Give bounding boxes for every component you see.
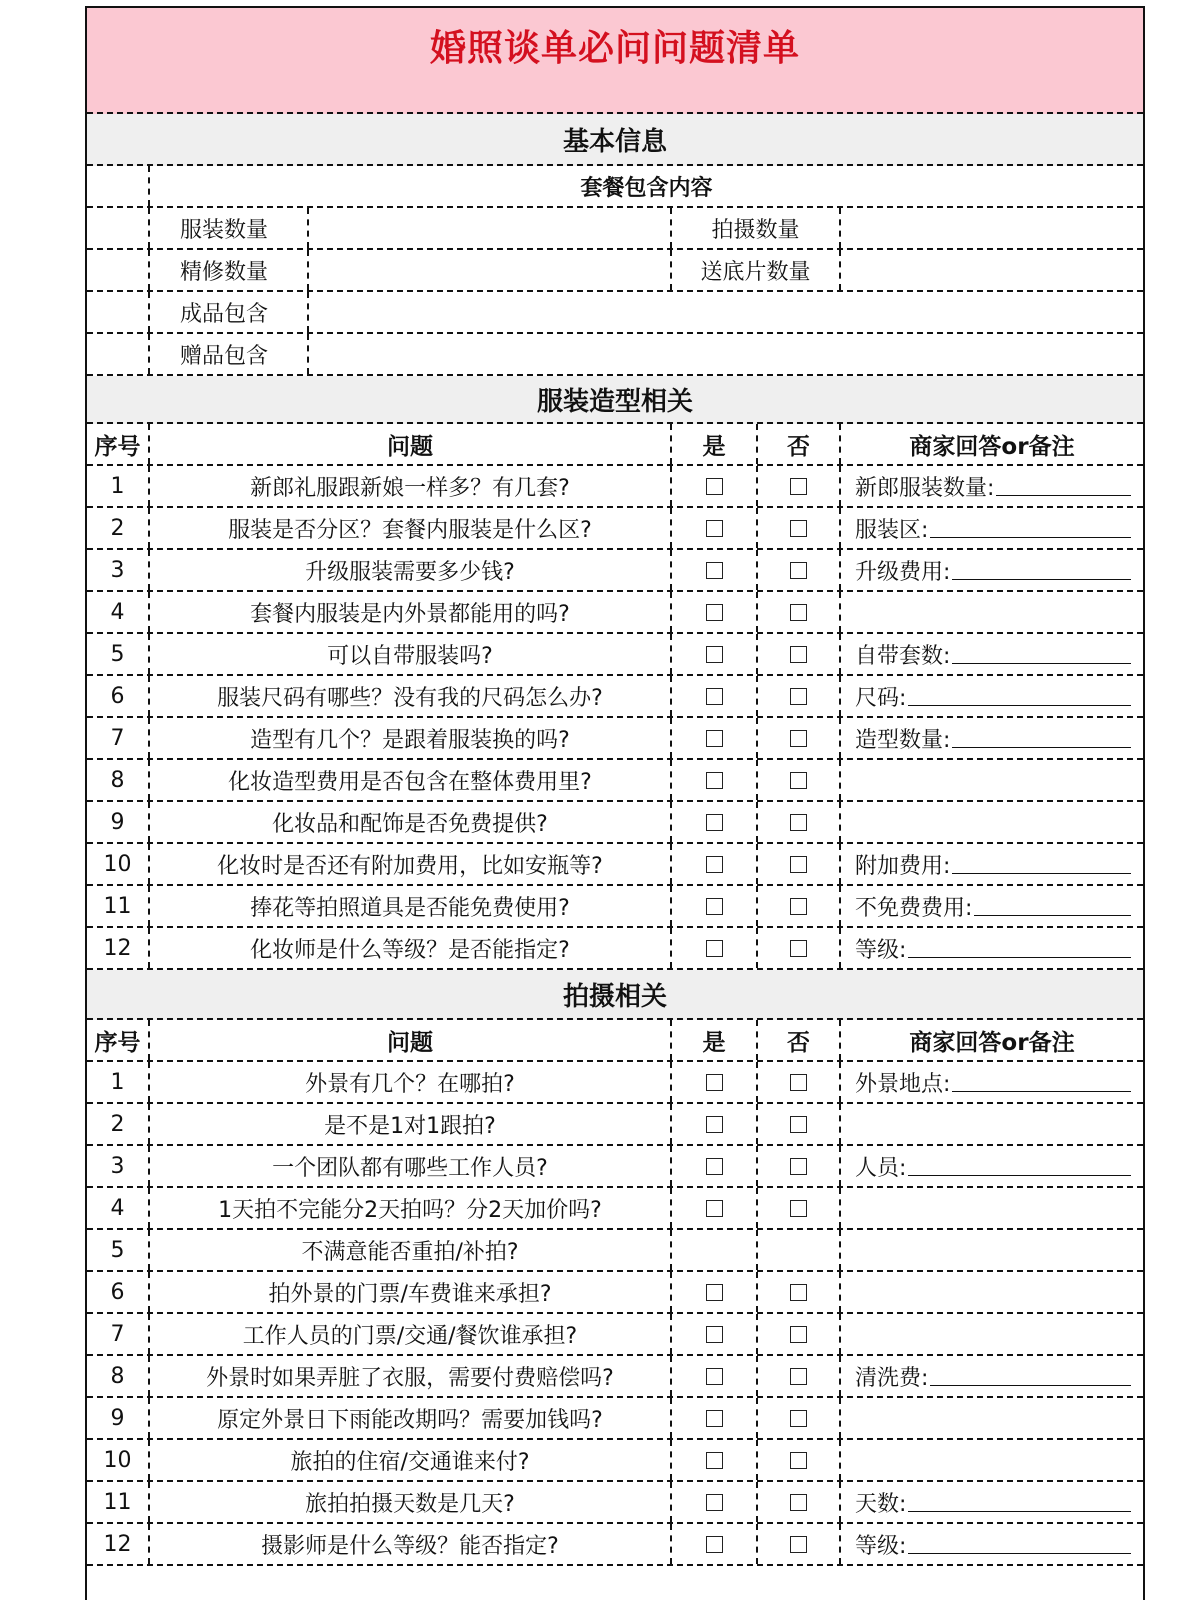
yes-cell [672,1314,758,1354]
no-cell [758,1188,841,1228]
no-checkbox[interactable] [790,1074,807,1091]
row-number: 4 [87,1188,150,1228]
yes-checkbox[interactable] [706,1536,723,1553]
row-number: 8 [87,1356,150,1396]
no-checkbox[interactable] [790,814,807,831]
note-cell [841,844,1143,884]
note-cell [841,802,1143,842]
no-cell [758,760,841,800]
note-cell [841,1104,1143,1144]
no-checkbox[interactable] [790,898,807,915]
label-negatives-count: 送底片数量 [672,250,841,290]
yes-cell [672,550,758,590]
checklist-sheet [85,6,1145,1600]
note-cell [841,1146,1143,1186]
basic-row-gifts [87,334,1143,376]
table-row [87,1356,1143,1398]
question-text: 化妆品和配饰是否免费提供? [150,802,672,842]
yes-checkbox[interactable] [706,1074,723,1091]
yes-checkbox[interactable] [706,856,723,873]
row-number: 11 [87,886,150,926]
table-row [87,1230,1143,1272]
question-text: 旅拍的住宿/交通谁来付? [150,1440,672,1480]
note-label: 服装区: [855,517,929,543]
note-blank-line[interactable] [908,939,1131,958]
yes-cell [672,1398,758,1438]
shooting-header-row [87,1020,1143,1062]
yes-checkbox[interactable] [706,646,723,663]
row-number: 10 [87,1440,150,1480]
yes-checkbox[interactable] [706,1326,723,1343]
note-label: 人员: [855,1155,907,1181]
note-label: 附加费用: [855,853,951,879]
note-blank-line[interactable] [952,561,1131,580]
yes-cell [672,634,758,674]
yes-cell [672,1356,758,1396]
table-row [87,466,1143,508]
note-cell [841,718,1143,758]
note-cell [841,1230,1143,1270]
no-checkbox[interactable] [790,646,807,663]
note-label: 外景地点: [855,1071,951,1097]
yes-cell [672,802,758,842]
products-field[interactable] [309,292,1143,332]
yes-cell [672,886,758,926]
question-text: 化妆时是否还有附加费用，比如安瓶等? [150,844,672,884]
no-cell [758,1104,841,1144]
no-checkbox[interactable] [790,1368,807,1385]
note-blank-line[interactable] [952,645,1131,664]
no-cell [758,1440,841,1480]
note-label: 升级费用: [855,559,951,585]
no-cell [758,1524,841,1564]
table-row [87,760,1143,802]
note-blank-line[interactable] [908,687,1131,706]
table-row [87,1104,1143,1146]
note-blank-line[interactable] [952,729,1131,748]
question-text: 升级服装需要多少钱? [150,550,672,590]
note-blank-line[interactable] [952,1073,1131,1092]
question-text: 服装是否分区？套餐内服装是什么区? [150,508,672,548]
yes-checkbox[interactable] [706,1158,723,1175]
note-blank-line[interactable] [996,477,1131,496]
row-number: 10 [87,844,150,884]
no-cell [758,1314,841,1354]
yes-checkbox[interactable] [706,1410,723,1427]
no-cell [758,844,841,884]
no-cell [758,718,841,758]
table-row [87,1272,1143,1314]
no-cell [758,1398,841,1438]
basic-row-retouch [87,250,1143,292]
note-blank-line[interactable] [930,1367,1131,1386]
no-cell [758,466,841,506]
question-text: 摄影师是什么等级？能否指定? [150,1524,672,1564]
no-cell [758,634,841,674]
question-text: 化妆师是什么等级？是否能指定? [150,928,672,968]
no-checkbox[interactable] [790,1116,807,1133]
label-shoot-count: 拍摄数量 [672,208,841,248]
table-row [87,676,1143,718]
table-row [87,1314,1143,1356]
header-note: 商家回答or备注 [909,433,1075,460]
no-cell [758,676,841,716]
no-checkbox[interactable] [790,688,807,705]
table-row [87,718,1143,760]
header-no: 否 [758,1020,841,1060]
no-cell [758,1230,841,1270]
note-cell [841,634,1143,674]
table-row [87,928,1143,970]
no-cell [758,508,841,548]
label-clothing-count: 服装数量 [150,208,309,248]
yes-cell [672,718,758,758]
no-checkbox[interactable] [790,520,807,537]
row-number: 1 [87,466,150,506]
note-cell [841,676,1143,716]
note-cell [841,1398,1143,1438]
question-text: 是不是1对1跟拍? [150,1104,672,1144]
yes-checkbox[interactable] [706,814,723,831]
no-cell [758,592,841,632]
note-blank-line[interactable] [908,1535,1131,1554]
question-text: 拍外景的门票/车费谁来承担? [150,1272,672,1312]
package-title: 套餐包含内容 [580,175,713,201]
section-clothing: 服装造型相关 [87,376,1143,424]
note-label: 等级: [855,937,907,963]
clothing-header-row [87,424,1143,466]
header-yes: 是 [672,424,758,464]
yes-checkbox[interactable] [706,1452,723,1469]
header-question: 问题 [150,424,672,464]
row-number: 6 [87,1272,150,1312]
note-cell [841,1524,1143,1564]
row-number: 5 [87,1230,150,1270]
basic-row-products [87,292,1143,334]
note-blank-line[interactable] [908,1493,1131,1512]
yes-checkbox[interactable] [706,520,723,537]
row-number: 1 [87,1062,150,1102]
note-cell [841,1272,1143,1312]
yes-checkbox[interactable] [706,1200,723,1217]
note-label: 清洗费: [855,1365,929,1391]
table-row [87,802,1143,844]
no-cell [758,1272,841,1312]
yes-checkbox[interactable] [706,1284,723,1301]
no-checkbox[interactable] [790,1326,807,1343]
row-number: 8 [87,760,150,800]
note-blank-line[interactable] [908,1157,1131,1176]
table-row [87,844,1143,886]
retouch-count-field[interactable] [309,250,672,290]
no-cell [758,886,841,926]
question-text: 一个团队都有哪些工作人员? [150,1146,672,1186]
yes-cell [672,844,758,884]
header-no: 否 [758,424,841,464]
yes-checkbox[interactable] [706,730,723,747]
row-number: 6 [87,676,150,716]
negatives-count-field[interactable] [841,250,1143,290]
row-number: 5 [87,634,150,674]
no-cell [758,1062,841,1102]
no-checkbox[interactable] [790,1494,807,1511]
yes-cell [672,1482,758,1522]
yes-checkbox[interactable] [706,1494,723,1511]
yes-cell [672,1230,758,1270]
table-row [87,1062,1143,1104]
no-checkbox[interactable] [790,562,807,579]
question-text: 工作人员的门票/交通/餐饮谁承担? [150,1314,672,1354]
yes-checkbox[interactable] [706,688,723,705]
package-header-row [87,166,1143,208]
no-checkbox[interactable] [790,1410,807,1427]
row-number: 7 [87,1314,150,1354]
row-number: 4 [87,592,150,632]
row-number: 9 [87,1398,150,1438]
section-shooting: 拍摄相关 [87,970,1143,1020]
no-cell [758,1146,841,1186]
table-row [87,592,1143,634]
blank-cell [87,166,150,206]
no-checkbox[interactable] [790,856,807,873]
no-checkbox[interactable] [790,730,807,747]
note-cell [841,1062,1143,1102]
question-text: 服装尺码有哪些？没有我的尺码怎么办? [150,676,672,716]
row-number: 3 [87,1146,150,1186]
yes-checkbox[interactable] [706,562,723,579]
row-number: 3 [87,550,150,590]
no-checkbox[interactable] [790,604,807,621]
yes-cell [672,760,758,800]
yes-checkbox[interactable] [706,940,723,957]
row-number: 7 [87,718,150,758]
label-gifts: 赠品包含 [150,334,309,374]
note-label: 造型数量: [855,727,951,753]
no-cell [758,1356,841,1396]
table-row [87,1482,1143,1524]
note-blank-line[interactable] [952,855,1131,874]
note-blank-line[interactable] [930,519,1131,538]
note-label: 自带套数: [855,643,951,669]
question-text: 化妆造型费用是否包含在整体费用里? [150,760,672,800]
header-num: 序号 [87,1020,150,1060]
question-text: 外景时如果弄脏了衣服，需要付费赔偿吗? [150,1356,672,1396]
row-number: 12 [87,1524,150,1564]
table-row [87,1146,1143,1188]
yes-cell [672,1524,758,1564]
question-text: 外景有几个？在哪拍? [150,1062,672,1102]
question-text: 造型有几个？是跟着服装换的吗? [150,718,672,758]
row-number: 2 [87,508,150,548]
note-label: 不免费费用: [855,895,973,921]
note-cell [841,928,1143,968]
no-checkbox[interactable] [790,1284,807,1301]
question-text: 套餐内服装是内外景都能用的吗? [150,592,672,632]
table-row [87,1524,1143,1566]
section-basic-info: 基本信息 [87,114,1143,166]
table-row [87,634,1143,676]
note-cell [841,592,1143,632]
no-cell [758,550,841,590]
yes-cell [672,928,758,968]
row-number: 2 [87,1104,150,1144]
note-label: 新郎服装数量: [855,475,995,501]
note-label: 天数: [855,1491,907,1517]
no-checkbox[interactable] [790,772,807,789]
yes-checkbox[interactable] [706,898,723,915]
yes-cell [672,1146,758,1186]
clothing-count-field[interactable] [309,208,672,248]
header-num: 序号 [87,424,150,464]
yes-checkbox[interactable] [706,604,723,621]
yes-cell [672,676,758,716]
no-cell [758,802,841,842]
page-title: 婚照谈单必问问题清单 [87,8,1143,114]
yes-cell [672,592,758,632]
question-text: 不满意能否重拍/补拍? [150,1230,672,1270]
row-number: 12 [87,928,150,968]
question-text: 新郎礼服跟新娘一样多？有几套? [150,466,672,506]
header-note: 商家回答or备注 [909,1029,1075,1056]
label-retouch-count: 精修数量 [150,250,309,290]
row-number: 11 [87,1482,150,1522]
question-text: 原定外景日下雨能改期吗？需要加钱吗? [150,1398,672,1438]
note-label: 等级: [855,1533,907,1559]
question-text: 捧花等拍照道具是否能免费使用? [150,886,672,926]
table-row [87,1398,1143,1440]
question-text: 1天拍不完能分2天拍吗？分2天加价吗? [150,1188,672,1228]
table-row [87,886,1143,928]
note-cell [841,550,1143,590]
yes-cell [672,466,758,506]
note-blank-line[interactable] [974,897,1131,916]
yes-checkbox[interactable] [706,1116,723,1133]
table-row [87,1188,1143,1230]
question-text: 旅拍拍摄天数是几天? [150,1482,672,1522]
yes-checkbox[interactable] [706,1368,723,1385]
yes-cell [672,1440,758,1480]
header-yes: 是 [672,1020,758,1060]
basic-row-clothing [87,208,1143,250]
question-text: 可以自带服装吗? [150,634,672,674]
no-checkbox[interactable] [790,478,807,495]
label-products: 成品包含 [150,292,309,332]
yes-checkbox[interactable] [706,478,723,495]
note-cell [841,1482,1143,1522]
no-checkbox[interactable] [790,940,807,957]
table-row [87,508,1143,550]
no-checkbox[interactable] [790,1452,807,1469]
yes-cell [672,1104,758,1144]
note-cell [841,760,1143,800]
note-cell [841,1314,1143,1354]
note-label: 尺码: [855,685,907,711]
note-cell [841,466,1143,506]
shoot-count-field[interactable] [841,208,1143,248]
table-row [87,550,1143,592]
yes-cell [672,1188,758,1228]
note-cell [841,1440,1143,1480]
yes-cell [672,508,758,548]
no-checkbox[interactable] [790,1536,807,1553]
no-cell [758,928,841,968]
note-cell [841,1188,1143,1228]
table-row [87,1440,1143,1482]
row-number: 9 [87,802,150,842]
no-checkbox[interactable] [790,1158,807,1175]
yes-checkbox[interactable] [706,772,723,789]
note-cell [841,886,1143,926]
gifts-field[interactable] [309,334,1143,374]
no-checkbox[interactable] [790,1200,807,1217]
yes-cell [672,1272,758,1312]
note-cell [841,508,1143,548]
no-cell [758,1482,841,1522]
yes-cell [672,1062,758,1102]
header-question: 问题 [150,1020,672,1060]
note-cell [841,1356,1143,1396]
